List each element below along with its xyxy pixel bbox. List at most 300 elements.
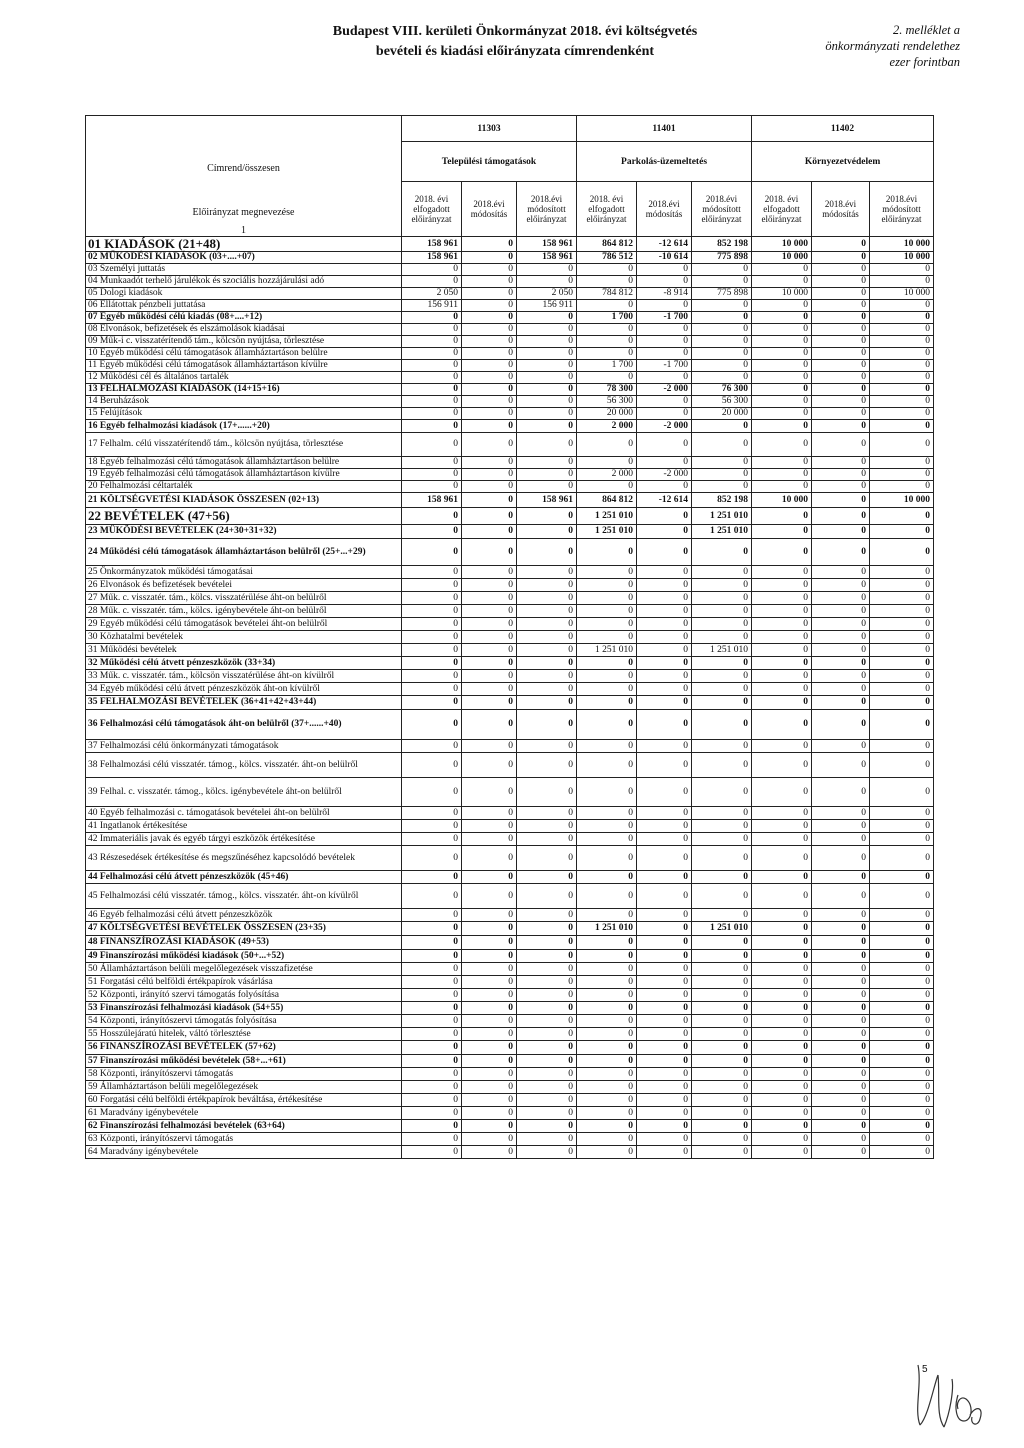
cell-value: 0	[577, 371, 637, 383]
cell-value: 158 961	[402, 492, 462, 507]
cell-value: 0	[517, 359, 577, 371]
cell-value: 0	[692, 468, 752, 480]
row-label: 55 Hosszúlejáratú hitelek, váltó törlesztése	[86, 1027, 402, 1040]
cell-value: 0	[402, 870, 462, 883]
table-row	[86, 1119, 934, 1132]
name-telepulesi-tamogatasok: Települési támogatások	[402, 142, 577, 182]
name-parkolas-uzemeltetes: Parkolás-üzemeltetés	[577, 142, 752, 182]
code-11402: 11402	[752, 116, 934, 142]
cell-value: 0	[870, 275, 934, 287]
row-label: 42 Immateriális javak és egyéb tárgyi eszközök értékesítése	[86, 832, 402, 845]
cell-value: 0	[692, 752, 752, 777]
cell-value: 0	[517, 819, 577, 832]
table-row	[86, 251, 934, 263]
cell-value: 0	[752, 311, 812, 323]
cell-value: 0	[692, 883, 752, 908]
table-row	[86, 524, 934, 538]
table-row	[86, 988, 934, 1001]
row-label: 19 Egyéb felhalmozási célú támogatások államháztartáson kívülre	[86, 468, 402, 480]
cell-value: 0	[637, 617, 692, 630]
cell-value: -2 000	[637, 468, 692, 480]
cell-value: 0	[402, 468, 462, 480]
cell-value: 0	[402, 1014, 462, 1027]
cell-value: 0	[402, 643, 462, 656]
cell-value: 0	[517, 604, 577, 617]
cell-value: 0	[692, 1080, 752, 1093]
cell-value: 0	[870, 383, 934, 395]
cell-value: 0	[870, 1093, 934, 1106]
table-row	[86, 1014, 934, 1027]
row-label: 17 Felhalm. célú visszatérítendő tám., kölcsön nyújtása, törlesztése	[86, 432, 402, 456]
row-label: 40 Egyéb felhalmozási c. támogatások bevételei áht-on belülről	[86, 806, 402, 819]
row-label: 47 KÖLTSÉGVETÉSI BEVÉTELEK ÖSSZESEN (23+35)	[86, 921, 402, 935]
cell-value: 0	[402, 323, 462, 335]
row-label: 39 Felhal. c. visszatér. támog., kölcs. igénybevétele áht-on belülről	[86, 777, 402, 806]
cell-value: 0	[462, 347, 517, 359]
cell-value: 0	[577, 323, 637, 335]
cimrend-label: Címrend/összesen	[207, 162, 280, 174]
table-row	[86, 883, 934, 908]
cell-value: 56 300	[692, 395, 752, 407]
cell-value: 0	[402, 1145, 462, 1158]
cell-value: 0	[517, 1001, 577, 1014]
row-label: 26 Elvonások és befizetések bevételei	[86, 578, 402, 591]
cell-value: 0	[462, 739, 517, 752]
cell-value: 0	[637, 432, 692, 456]
cell-value: 0	[517, 263, 577, 275]
cell-value: 0	[402, 845, 462, 870]
item-label: Előirányzat megnevezése	[192, 206, 295, 218]
cell-value: 0	[577, 456, 637, 468]
cell-value: 0	[752, 832, 812, 845]
cell-value: 0	[692, 845, 752, 870]
cell-value: 0	[692, 617, 752, 630]
cell-value: 10 000	[870, 492, 934, 507]
cell-value: 0	[577, 988, 637, 1001]
cell-value: 0	[462, 236, 517, 251]
cell-value: 0	[752, 591, 812, 604]
table-row	[86, 371, 934, 383]
cell-value: 0	[577, 739, 637, 752]
cell-value: -10 614	[637, 251, 692, 263]
cell-value: 0	[462, 1093, 517, 1106]
cell-value: 852 198	[692, 236, 752, 251]
cell-value: 0	[752, 752, 812, 777]
cell-value: 0	[402, 962, 462, 975]
cell-value: 0	[812, 845, 870, 870]
row-label: 06 Ellátottak pénzbeli juttatása	[86, 299, 402, 311]
cell-value: 0	[517, 752, 577, 777]
page-number: 5	[922, 1364, 928, 1375]
cell-value: 10 000	[870, 287, 934, 299]
cell-value: 0	[752, 656, 812, 669]
cell-value: 0	[402, 347, 462, 359]
cell-value: 0	[462, 1106, 517, 1119]
cell-value: 0	[517, 962, 577, 975]
table-row	[86, 806, 934, 819]
row-label: 64 Maradvány igénybevétele	[86, 1145, 402, 1158]
cell-value: 0	[637, 752, 692, 777]
cell-value: 0	[577, 949, 637, 962]
item-name-header	[86, 162, 402, 237]
table-row	[86, 845, 934, 870]
cell-value: 0	[637, 643, 692, 656]
cell-value: 0	[462, 299, 517, 311]
row-label: 29 Egyéb működési célú támogatások bevételei áht-on belülről	[86, 617, 402, 630]
cell-value: 0	[812, 492, 870, 507]
cell-value: 0	[577, 962, 637, 975]
cell-value: 0	[637, 777, 692, 806]
cell-value: 0	[577, 1027, 637, 1040]
cell-value: 0	[812, 1001, 870, 1014]
cell-value: 0	[462, 456, 517, 468]
cell-value: 0	[870, 656, 934, 669]
cell-value: 0	[462, 251, 517, 263]
cell-value: 0	[517, 565, 577, 578]
cell-value: 0	[812, 1132, 870, 1145]
row-label: 36 Felhalmozási célú támogatások áht-on belülről (37+......+40)	[86, 709, 402, 739]
table-row	[86, 777, 934, 806]
table-row	[86, 468, 934, 480]
cell-value: 0	[812, 669, 870, 682]
row-label: 27 Műk. c. visszatér. tám., kölcs. visszatérülése áht-on belülről	[86, 591, 402, 604]
table-row	[86, 565, 934, 578]
cell-value: 0	[517, 935, 577, 949]
row-label: 05 Dologi kiadások	[86, 287, 402, 299]
cell-value: 0	[637, 1132, 692, 1145]
cell-value: 0	[402, 832, 462, 845]
table-row	[86, 643, 934, 656]
cell-value: 0	[462, 407, 517, 419]
row-label: 03 Személyi juttatás	[86, 263, 402, 275]
cell-value: 0	[692, 1132, 752, 1145]
cell-value: 0	[402, 682, 462, 695]
row-label: 25 Önkormányzatok működési támogatásai	[86, 565, 402, 578]
cell-value: 0	[462, 1027, 517, 1040]
cell-value: 1 251 010	[577, 921, 637, 935]
cell-value: 0	[692, 1067, 752, 1080]
cell-value: 158 961	[517, 236, 577, 251]
cell-value: 0	[402, 921, 462, 935]
cell-value: 0	[752, 617, 812, 630]
cell-value: 775 898	[692, 287, 752, 299]
cell-value: 10 000	[870, 251, 934, 263]
cell-value: 0	[870, 988, 934, 1001]
cell-value: 0	[752, 1014, 812, 1027]
cell-value: 0	[692, 975, 752, 988]
cell-value: 0	[812, 407, 870, 419]
cell-value: 0	[402, 311, 462, 323]
cell-value: 0	[752, 1080, 812, 1093]
cell-value: 0	[812, 1080, 870, 1093]
cell-value: 0	[462, 480, 517, 492]
cell-value: 0	[752, 419, 812, 432]
cell-value: 0	[752, 335, 812, 347]
cell-value: 158 961	[402, 251, 462, 263]
cell-value: 0	[462, 287, 517, 299]
cell-value: 0	[517, 832, 577, 845]
cell-value: 0	[462, 565, 517, 578]
cell-value: 0	[462, 538, 517, 565]
row-label: 45 Felhalmozási célú visszatér. támog., kölcs. visszatér. áht-on kívülről	[86, 883, 402, 908]
cell-value: 0	[517, 1027, 577, 1040]
cell-value: 0	[462, 617, 517, 630]
cell-value: 0	[812, 1014, 870, 1027]
cell-value: 0	[692, 739, 752, 752]
cell-value: 0	[462, 395, 517, 407]
cell-value: 0	[517, 407, 577, 419]
cell-value: 0	[752, 299, 812, 311]
cell-value: 0	[752, 323, 812, 335]
cell-value: 0	[462, 845, 517, 870]
cell-value: 0	[402, 1119, 462, 1132]
cell-value: 0	[637, 524, 692, 538]
cell-value: 0	[870, 1054, 934, 1067]
cell-value: 0	[517, 630, 577, 643]
cell-value: 0	[692, 1145, 752, 1158]
cell-value: 0	[637, 480, 692, 492]
col-header: 2018.évi módosítás	[637, 182, 692, 237]
cell-value: 1 251 010	[577, 643, 637, 656]
cell-value: 0	[577, 1067, 637, 1080]
cell-value: 0	[637, 1093, 692, 1106]
row-label: 14 Beruházások	[86, 395, 402, 407]
cell-value: 0	[402, 975, 462, 988]
cell-value: 0	[462, 988, 517, 1001]
table-row	[86, 935, 934, 949]
cell-value: 0	[692, 335, 752, 347]
cell-value: 0	[692, 695, 752, 709]
cell-value: 0	[692, 988, 752, 1001]
cell-value: 0	[812, 682, 870, 695]
cell-value: 0	[870, 669, 934, 682]
cell-value: 0	[692, 682, 752, 695]
cell-value: 0	[870, 739, 934, 752]
title-line-2: bevételi és kiadási előirányzata címrendenként	[375, 44, 655, 59]
cell-value: 0	[637, 832, 692, 845]
row-label: 13 FELHALMOZÁSI KIADÁSOK (14+15+16)	[86, 383, 402, 395]
cell-value: 0	[752, 630, 812, 643]
cell-value: 0	[462, 935, 517, 949]
cell-value: 0	[517, 371, 577, 383]
cell-value: 0	[692, 480, 752, 492]
cell-value: 0	[517, 335, 577, 347]
cell-value: 0	[870, 263, 934, 275]
cell-value: 0	[462, 1054, 517, 1067]
table-row	[86, 347, 934, 359]
cell-value: 786 512	[577, 251, 637, 263]
cell-value: 0	[870, 962, 934, 975]
cell-value: 0	[577, 870, 637, 883]
row-label: 30 Közhatalmi bevételek	[86, 630, 402, 643]
cell-value: 0	[402, 1054, 462, 1067]
cell-value: 0	[402, 1106, 462, 1119]
row-label: 02 MŰKÖDÉSI KIADÁSOK (03+....+07)	[86, 251, 402, 263]
cell-value: 0	[870, 832, 934, 845]
cell-value: 0	[462, 359, 517, 371]
table-row	[86, 1067, 934, 1080]
cell-value: 0	[692, 777, 752, 806]
cell-value: 0	[402, 524, 462, 538]
cell-value: 0	[517, 643, 577, 656]
cell-value: 0	[402, 1027, 462, 1040]
cell-value: 0	[637, 845, 692, 870]
cell-value: 0	[637, 682, 692, 695]
cell-value: 0	[870, 565, 934, 578]
annex-line-1: 2. melléklet a	[893, 23, 960, 37]
col-header: 2018.évi módosítás	[812, 182, 870, 237]
cell-value: 0	[870, 407, 934, 419]
cell-value: 0	[812, 456, 870, 468]
cell-value: 0	[577, 845, 637, 870]
cell-value: 0	[752, 806, 812, 819]
row-label: 15 Felújítások	[86, 407, 402, 419]
cell-value: 20 000	[577, 407, 637, 419]
cell-value: 158 961	[517, 492, 577, 507]
title-line-1: Budapest VIII. kerületi Önkormányzat 2018. évi költségvetés	[332, 24, 698, 39]
cell-value: 864 812	[577, 236, 637, 251]
cell-value: 0	[692, 656, 752, 669]
cell-value: 0	[692, 1027, 752, 1040]
cell-value: 0	[752, 935, 812, 949]
cell-value: 0	[692, 1093, 752, 1106]
cell-value: 0	[577, 908, 637, 921]
cell-value: 0	[870, 1014, 934, 1027]
cell-value: 0	[462, 604, 517, 617]
name-kornyezetvedelem: Környezetvédelem	[752, 142, 934, 182]
table-row	[86, 1132, 934, 1145]
cell-value: 1 251 010	[692, 643, 752, 656]
cell-value: 0	[577, 1001, 637, 1014]
cell-value: 2 050	[402, 287, 462, 299]
col-header: 2018. évi elfogadott előirányzat	[752, 182, 812, 237]
table-row	[86, 432, 934, 456]
cell-value: 0	[462, 371, 517, 383]
cell-value: 0	[517, 538, 577, 565]
cell-value: 0	[637, 1014, 692, 1027]
cell-value: 0	[402, 456, 462, 468]
cell-value: 0	[812, 921, 870, 935]
table-row	[86, 507, 934, 524]
cell-value: 0	[637, 591, 692, 604]
cell-value: 0	[577, 630, 637, 643]
cell-value: 0	[692, 870, 752, 883]
cell-value: 0	[812, 1040, 870, 1054]
cell-value: 0	[637, 1054, 692, 1067]
cell-value: 1 700	[577, 359, 637, 371]
cell-value: 0	[752, 456, 812, 468]
row-label: 59 Államháztartáson belüli megelőlegezések	[86, 1080, 402, 1093]
table-row	[86, 604, 934, 617]
table-row	[86, 921, 934, 935]
cell-value: 10 000	[752, 251, 812, 263]
cell-value: 156 911	[402, 299, 462, 311]
cell-value: -2 000	[637, 383, 692, 395]
cell-value: 0	[870, 419, 934, 432]
cell-value: 2 000	[577, 419, 637, 432]
cell-value: 0	[577, 656, 637, 669]
col-header: 2018.évi módosítás	[462, 182, 517, 237]
table-row	[86, 630, 934, 643]
cell-value: 0	[402, 777, 462, 806]
table-row	[86, 591, 934, 604]
cell-value: 2 000	[577, 468, 637, 480]
cell-value: 0	[752, 1093, 812, 1106]
cell-value: 0	[752, 1054, 812, 1067]
table-row	[86, 311, 934, 323]
cell-value: 0	[517, 949, 577, 962]
row-label: 49 Finanszírozási működési kiadások (50+...+52)	[86, 949, 402, 962]
cell-value: 0	[752, 371, 812, 383]
cell-value: 0	[577, 347, 637, 359]
annex-unit: ezer forintban	[889, 55, 960, 69]
cell-value: 0	[692, 591, 752, 604]
cell-value: 775 898	[692, 251, 752, 263]
cell-value: 0	[462, 578, 517, 591]
cell-value: 0	[462, 806, 517, 819]
table-row	[86, 832, 934, 845]
table-row	[86, 383, 934, 395]
cell-value: 0	[812, 643, 870, 656]
cell-value: 78 300	[577, 383, 637, 395]
cell-value: 0	[812, 287, 870, 299]
cell-value: 0	[637, 883, 692, 908]
table-row	[86, 695, 934, 709]
cell-value: 0	[637, 335, 692, 347]
cell-value: 0	[812, 1093, 870, 1106]
cell-value: 1 700	[577, 311, 637, 323]
cell-value: 0	[462, 1067, 517, 1080]
cell-value: 0	[637, 962, 692, 975]
cell-value: 0	[692, 604, 752, 617]
table-row	[86, 287, 934, 299]
cell-value: 0	[517, 1106, 577, 1119]
header-cols-row	[86, 182, 934, 215]
cell-value: 0	[637, 299, 692, 311]
cell-value: 0	[517, 777, 577, 806]
cell-value: 0	[462, 1119, 517, 1132]
cell-value: 0	[870, 371, 934, 383]
cell-value: 0	[577, 1014, 637, 1027]
cell-value: 0	[577, 669, 637, 682]
table-row	[86, 819, 934, 832]
handwritten-signature	[900, 1355, 990, 1435]
cell-value: 0	[870, 432, 934, 456]
table-row	[86, 359, 934, 371]
cell-value: 0	[402, 1132, 462, 1145]
cell-value: 0	[692, 908, 752, 921]
cell-value: 0	[462, 870, 517, 883]
cell-value: 0	[752, 975, 812, 988]
cell-value: 0	[812, 419, 870, 432]
cell-value: 0	[812, 591, 870, 604]
cell-value: 0	[637, 656, 692, 669]
cell-value: 0	[637, 1027, 692, 1040]
cell-value: 0	[462, 819, 517, 832]
cell-value: 1 251 010	[692, 524, 752, 538]
cell-value: 0	[752, 962, 812, 975]
cell-value: 0	[637, 323, 692, 335]
cell-value: 0	[752, 1145, 812, 1158]
header-codes-row	[86, 116, 934, 142]
item-index: 1	[241, 224, 246, 236]
cell-value: 0	[637, 407, 692, 419]
cell-value: 1 251 010	[577, 524, 637, 538]
cell-value: -1 700	[637, 359, 692, 371]
cell-value: 0	[577, 299, 637, 311]
row-label: 57 Finanszírozási működési bevételek (58+...+61)	[86, 1054, 402, 1067]
cell-value: 0	[462, 752, 517, 777]
